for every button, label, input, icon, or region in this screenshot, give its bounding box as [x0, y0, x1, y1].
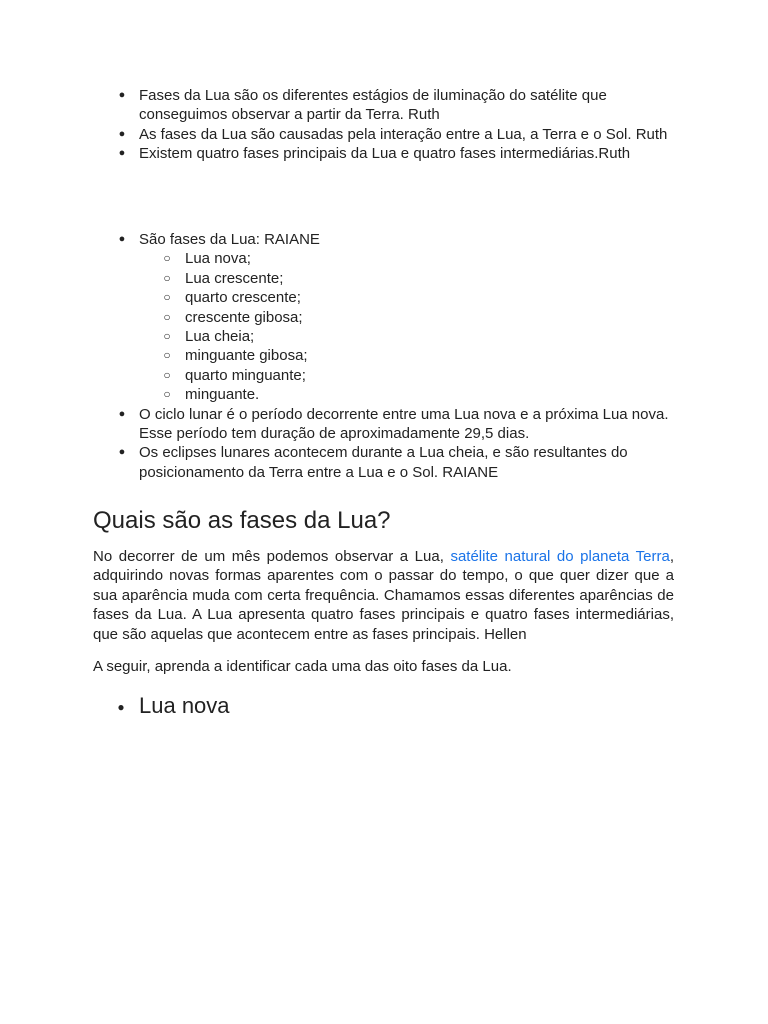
- sub-list-item-text: Lua crescente;: [185, 269, 284, 287]
- circle-bullet-icon: ○: [163, 367, 171, 382]
- list-item: [118, 405, 674, 444]
- list-item: [118, 86, 674, 125]
- circle-bullet-icon: ○: [163, 329, 171, 344]
- list-item-text: Os eclipses lunares acontecem durante a Lua cheia, e são resultantes do posicionamento da Terra entre a Lua e o Sol. RAIANE: [139, 444, 628, 481]
- sub-list-item: [163, 269, 674, 288]
- bullet-icon: ●: [118, 233, 126, 245]
- circle-bullet-icon: ○: [163, 251, 171, 266]
- list-item: [117, 692, 230, 720]
- circle-bullet-icon: ○: [163, 290, 171, 305]
- sub-list-item: [163, 308, 674, 327]
- sub-list-item-text: Lua nova;: [185, 250, 251, 268]
- bullet-icon: ●: [118, 89, 126, 101]
- circle-bullet-icon: ○: [163, 387, 171, 402]
- sub-list-item-text: quarto crescente;: [185, 289, 301, 307]
- list-item: [118, 125, 674, 144]
- moon-phases-sublist: [139, 249, 674, 404]
- list-item: [118, 443, 674, 482]
- sub-list-item: [163, 385, 674, 404]
- sub-list-item: [163, 327, 674, 346]
- intro-line: A seguir, aprenda a identificar cada uma das oito fases da Lua.: [93, 658, 512, 675]
- list-item-text: Fases da Lua são os diferentes estágios de iluminação do satélite que conseguimos observar a partir da Terra. Ruth: [139, 87, 607, 124]
- sub-list-item-text: minguante.: [185, 386, 260, 404]
- list-item: [118, 144, 674, 163]
- list-item-text: As fases da Lua são causadas pela interação entre a Lua, a Terra e o Sol. Ruth: [139, 125, 668, 143]
- list-item-text: São fases da Lua: RAIANE: [139, 231, 320, 248]
- earth-satellite-link[interactable]: satélite natural do planeta Terra: [450, 548, 670, 565]
- circle-bullet-icon: ○: [163, 309, 171, 324]
- sub-list-item: [163, 288, 674, 307]
- bullet-icon: ●: [118, 147, 126, 160]
- body-paragraph: [93, 547, 674, 644]
- summary-list-ruth: [118, 86, 674, 164]
- phase-subheading-list: [117, 692, 230, 720]
- sub-list-item-text: crescente gibosa;: [185, 308, 303, 326]
- phase-subheading: Lua nova: [139, 693, 230, 718]
- sub-list-item: [163, 249, 674, 268]
- list-item-text: Existem quatro fases principais da Lua e quatro fases intermediárias.Ruth: [139, 145, 631, 163]
- paragraph-text-after-link: , adquirindo novas formas aparentes com o passar do tempo, o que quer dizer que a sua aparência muda com certa frequência. Chamamos essas diferentes aparências de fases da Lua. A Lua apresenta quatro fases principais e quatro fases intermediárias, que são aquelas que acontecem entre as fases principais. Hellen: [93, 548, 674, 643]
- circle-bullet-icon: ○: [163, 348, 171, 363]
- circle-bullet-icon: ○: [163, 270, 171, 285]
- list-item-text: O ciclo lunar é o período decorrente entre uma Lua nova e a próxima Lua nova. Esse período tem duração de aproximadamente 29,5 dias.: [139, 405, 669, 443]
- section-heading: Quais são as fases da Lua?: [93, 507, 391, 534]
- bullet-icon: ●: [118, 127, 126, 140]
- sub-list-item: [163, 346, 674, 365]
- sub-list-item-text: minguante gibosa;: [185, 347, 308, 365]
- bullet-icon: ●: [118, 446, 126, 459]
- bullet-icon: ●: [118, 407, 126, 420]
- sub-list-item-text: quarto minguante;: [185, 366, 306, 384]
- list-item: [118, 230, 674, 249]
- paragraph-text-before-link: No decorrer de um mês podemos observar a Lua,: [93, 548, 451, 565]
- nested-list-container: [139, 249, 674, 404]
- phases-list-raiane: [118, 230, 674, 482]
- bullet-icon: ●: [117, 700, 125, 714]
- sub-list-item: [163, 366, 674, 385]
- sub-list-item-text: Lua cheia;: [185, 328, 255, 346]
